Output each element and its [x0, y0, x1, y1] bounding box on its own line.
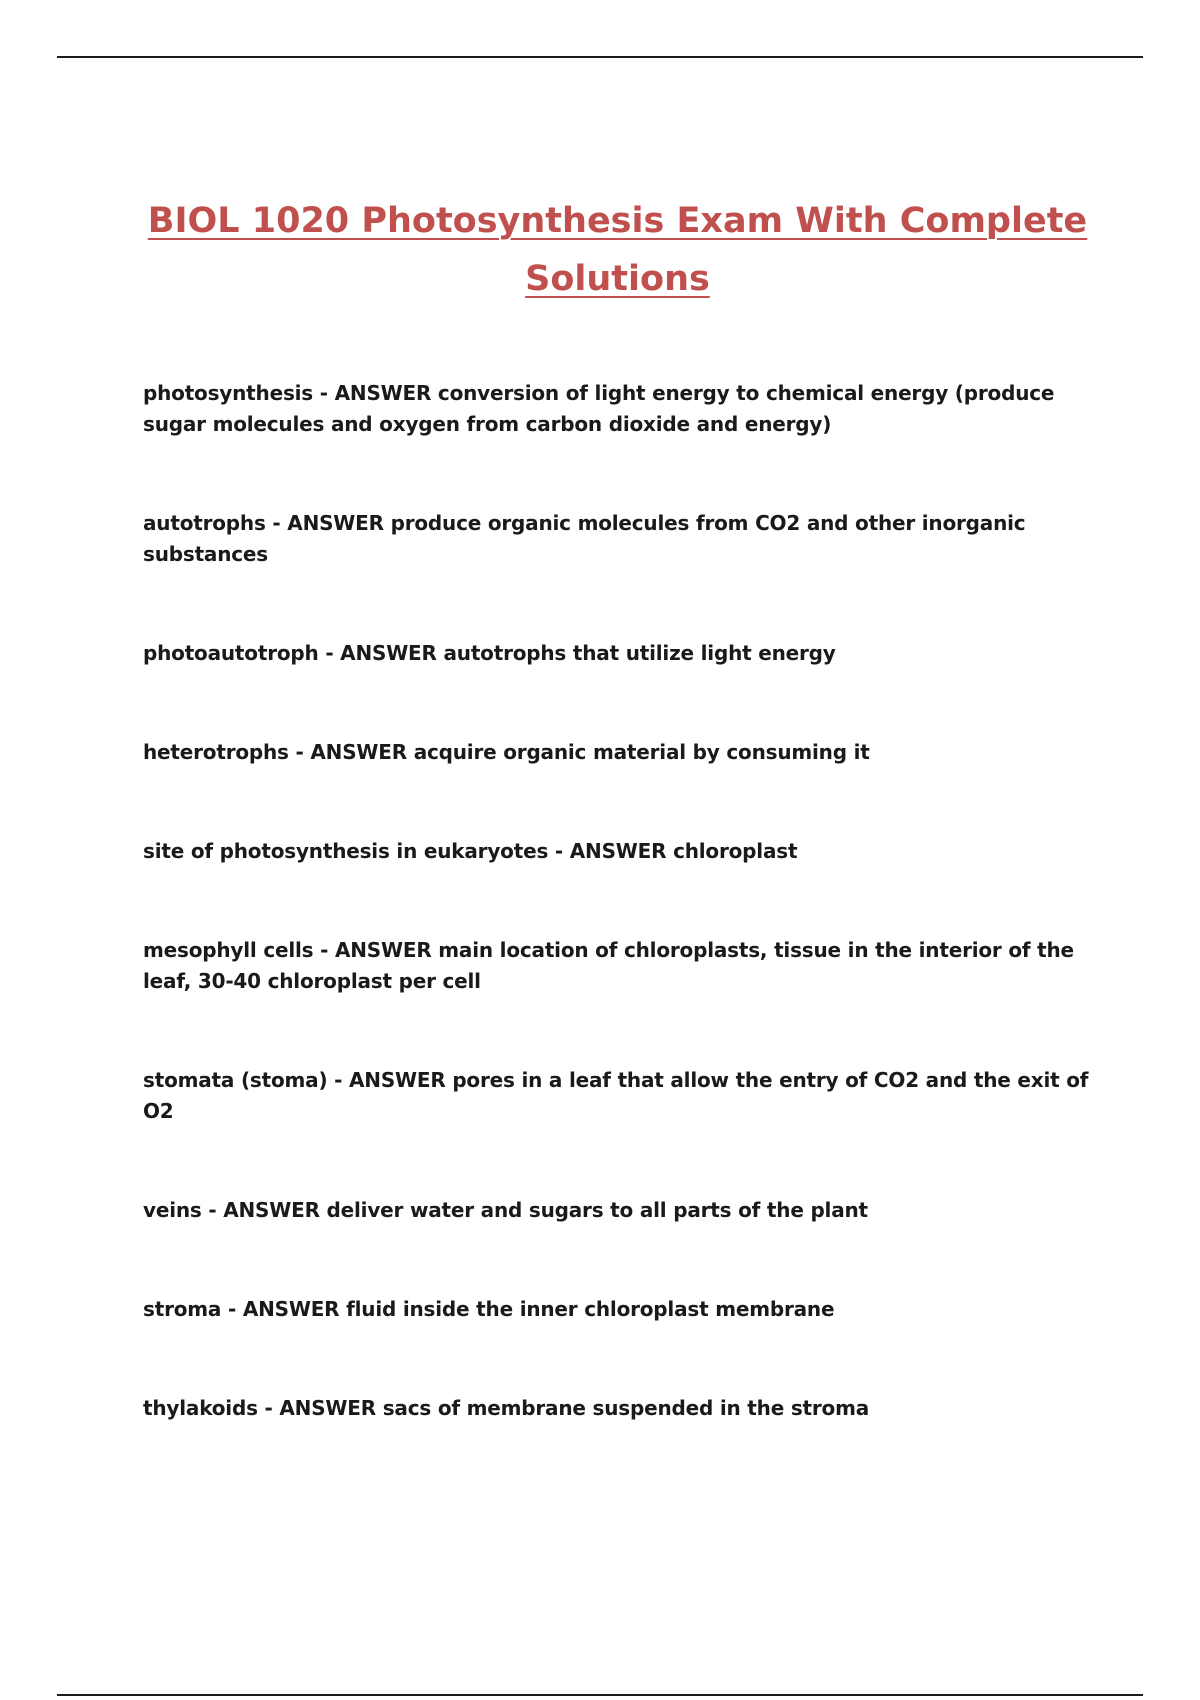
qa-item-site-of-photosynthesis: site of photosynthesis in eukaryotes - ANSWER chloroplast: [143, 839, 798, 863]
bottom-divider: [57, 1694, 1143, 1696]
qa-item-photosynthesis: photosynthesis - ANSWER conversion of light energy to chemical energy (produce sugar molecules and oxygen from carbon dioxide and energy): [143, 381, 1055, 436]
qa-item-stomata: stomata (stoma) - ANSWER pores in a leaf that allow the entry of CO2 and the exit of O2: [143, 1068, 1089, 1123]
top-divider: [57, 56, 1143, 58]
qa-item-mesophyll-cells: mesophyll cells - ANSWER main location of chloroplasts, tissue in the interior of the leaf, 30-40 chloroplast per cell: [143, 938, 1074, 993]
title-block: [140, 192, 1095, 308]
qa-item-stroma: stroma - ANSWER fluid inside the inner chloroplast membrane: [143, 1297, 835, 1321]
qa-item-veins: veins - ANSWER deliver water and sugars to all parts of the plant: [143, 1198, 868, 1222]
qa-list: [143, 378, 1103, 1492]
document-title: BIOL 1020 Photosynthesis Exam With Complete Solutions: [147, 201, 1088, 299]
qa-item-photoautotroph: photoautotroph - ANSWER autotrophs that utilize light energy: [143, 641, 836, 665]
qa-item-autotrophs: autotrophs - ANSWER produce organic molecules from CO2 and other inorganic substances: [143, 511, 1026, 566]
qa-item-heterotrophs: heterotrophs - ANSWER acquire organic material by consuming it: [143, 740, 870, 764]
qa-item-thylakoids: thylakoids - ANSWER sacs of membrane suspended in the stroma: [143, 1396, 870, 1420]
